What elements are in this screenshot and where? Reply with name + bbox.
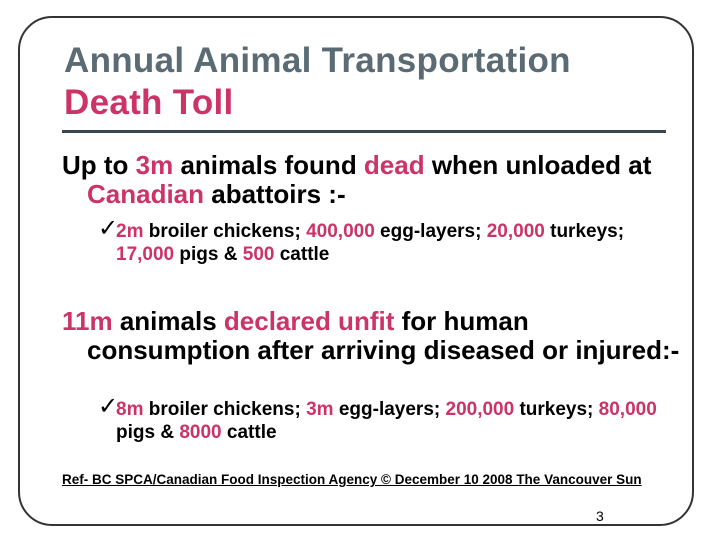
text-segment: abattoirs :- bbox=[204, 179, 346, 209]
text-segment: egg-layers; bbox=[333, 399, 446, 420]
highlight-number: 2m bbox=[116, 221, 144, 242]
page-number: 3 bbox=[596, 508, 604, 524]
text-segment: pigs & bbox=[116, 422, 180, 443]
text-segment: animals bbox=[112, 306, 224, 336]
text-segment: when unloaded at bbox=[424, 150, 652, 180]
highlight-number: 200,000 bbox=[445, 399, 515, 420]
text-segment: cattle bbox=[221, 422, 277, 443]
title-line-1: Annual Animal Transportation bbox=[64, 41, 571, 80]
text-segment: Up to bbox=[62, 150, 136, 180]
highlight-number: 3m bbox=[306, 399, 334, 420]
title-line-2: Death Toll bbox=[64, 83, 234, 122]
text-segment: broiler chickens; bbox=[143, 221, 307, 242]
highlight-declared-unfit: declared unfit bbox=[223, 306, 395, 336]
title-divider bbox=[62, 130, 666, 133]
highlight-count: 3m bbox=[135, 150, 174, 180]
text-segment: turkeys; bbox=[514, 399, 599, 420]
text-segment: for human consumption after arriving diseased or injured:- bbox=[87, 306, 680, 365]
text-segment: cattle bbox=[274, 244, 330, 265]
highlight-number: 500 bbox=[242, 244, 275, 265]
reference-citation: Ref- BC SPCA/Canadian Food Inspection Agency © December 10 2008 The Vancouver Sun bbox=[62, 472, 642, 487]
checkmark-icon: ✓ bbox=[98, 214, 119, 242]
checkmark-icon: ✓ bbox=[98, 392, 119, 420]
text-segment: broiler chickens; bbox=[143, 399, 307, 420]
text-segment: egg-layers; bbox=[374, 221, 487, 242]
highlight-number: 80,000 bbox=[598, 399, 657, 420]
text-segment: animals found bbox=[173, 150, 364, 180]
highlight-number: 17,000 bbox=[116, 244, 175, 265]
highlight-number: 20,000 bbox=[486, 221, 545, 242]
bullet-dead-on-arrival bbox=[62, 151, 697, 209]
highlight-number: 400,000 bbox=[306, 221, 375, 242]
text-segment: turkeys; bbox=[544, 221, 625, 242]
highlight-number: 8m bbox=[116, 399, 144, 420]
slide-title bbox=[64, 40, 571, 124]
bullet-declared-unfit bbox=[62, 307, 697, 365]
highlight-count: 11m bbox=[62, 306, 113, 336]
sub-bullet-dead-breakdown bbox=[116, 220, 686, 266]
text-segment: pigs & bbox=[174, 244, 243, 265]
highlight-canadian: Canadian bbox=[87, 179, 205, 209]
highlight-number: 8000 bbox=[179, 422, 222, 443]
sub-bullet-unfit-breakdown bbox=[116, 398, 686, 444]
highlight-dead: dead bbox=[363, 150, 425, 180]
